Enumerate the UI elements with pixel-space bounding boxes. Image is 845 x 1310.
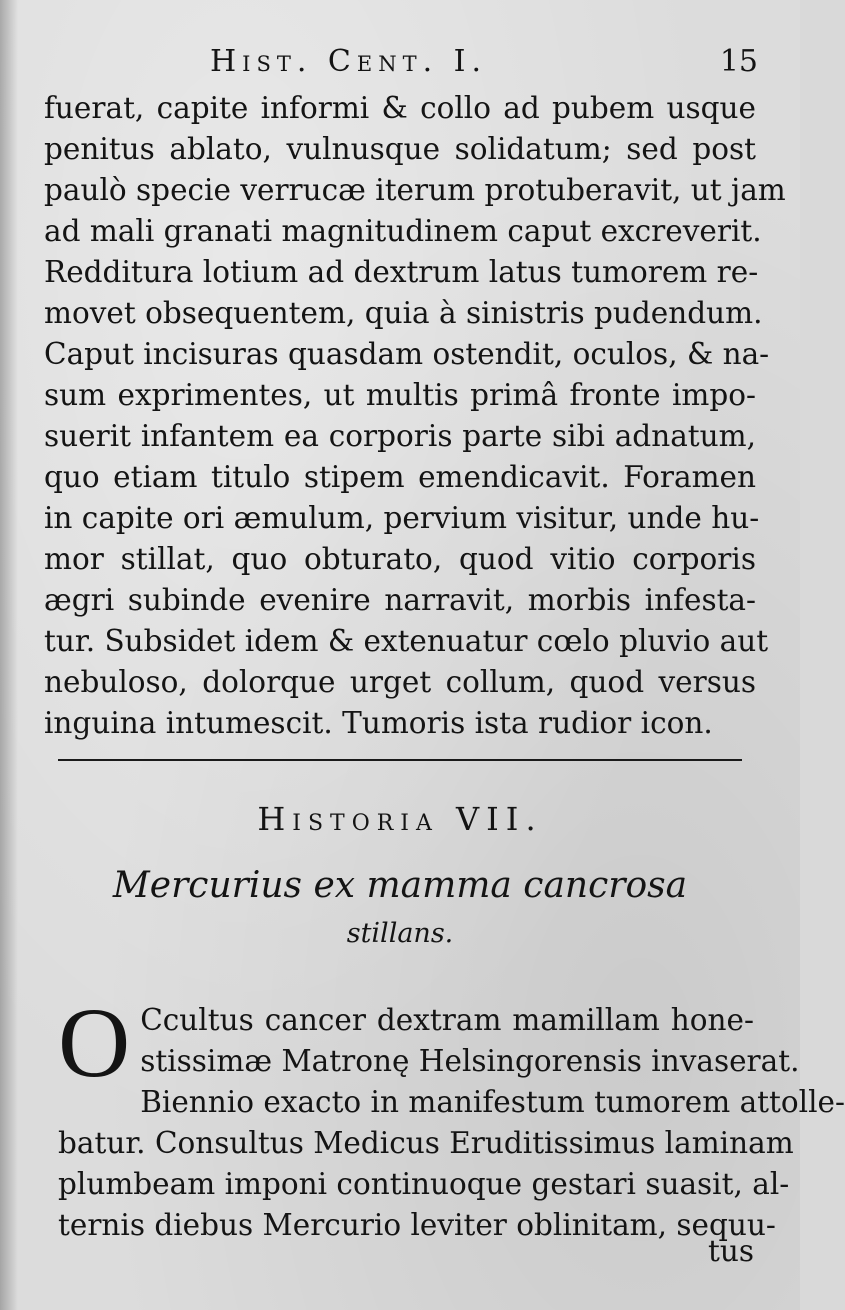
section-divider [58, 759, 742, 761]
section-heading: Historia VII. [257, 800, 543, 838]
text-line: mor stillat, quo obturato, quod vitio corporis [44, 542, 756, 576]
text-line: nebuloso, dolorque urget collum, quod versus [44, 665, 756, 699]
text-line: ægri subinde evenire narravit, morbis infesta- [44, 583, 756, 617]
text-line: movet obsequentem, quia à sinistris pudendum. [44, 296, 763, 330]
running-head [0, 44, 800, 88]
text-line: ad mali granati magnitudinem caput excreverit. [44, 214, 762, 248]
subtitle-line-2: stillans. [346, 918, 454, 949]
text-line: fuerat, capite informi & collo ad pubem usque [44, 91, 756, 125]
second-paragraph [58, 987, 845, 1246]
text-line-last: inguina intumescit. Tumoris ista rudior icon. [44, 706, 713, 740]
text-line: sum exprimentes, ut multis primâ fronte impo- [44, 378, 756, 412]
text-line: Caput incisuras quasdam ostendit, oculos, & na- [44, 337, 770, 371]
top-paragraph [44, 88, 786, 744]
text-line: quo etiam titulo stipem emendicavit. Foramen [44, 460, 756, 494]
text-line: in capite ori æmulum, pervium visitur, unde hu- [44, 501, 760, 535]
text-line: ternis diebus Mercurio leviter oblinitam, sequu- [58, 1208, 776, 1242]
text-line: Ccultus cancer dextram mamillam hone- [140, 1003, 754, 1037]
text-line: penitus ablato, vulnusque solidatum; sed post [44, 132, 756, 166]
text-line: plumbeam imponi continuoque gestari suasit, al- [58, 1167, 790, 1201]
page-edge-shadow [0, 0, 18, 1310]
text-line: suerit infantem ea corporis parte sibi adnatum, [44, 419, 756, 453]
text-line: paulò specie verrucæ iterum protuberavit, ut jam [44, 173, 786, 207]
subtitle-line-1: Mercurius ex mamma cancrosa [112, 865, 688, 906]
running-title: Hist. Cent. I. [210, 44, 488, 79]
page-number: 15 [719, 44, 758, 79]
section-subtitle [0, 862, 800, 958]
catchword: tus [708, 1234, 754, 1268]
text-line: tur. Subsidet idem & extenuatur cœlo pluvio aut [44, 624, 769, 658]
text-line: Biennio exacto in manifestum tumorem attolle- [140, 1085, 845, 1119]
text-line: Redditura lotium ad dextrum latus tumorem re- [44, 255, 759, 289]
drop-cap: O [58, 987, 131, 1098]
text-line: batur. Consultus Medicus Eruditissimus laminam [58, 1126, 794, 1160]
text-line: stissimæ Matronę Helsingorensis invaserat. [140, 1044, 800, 1078]
